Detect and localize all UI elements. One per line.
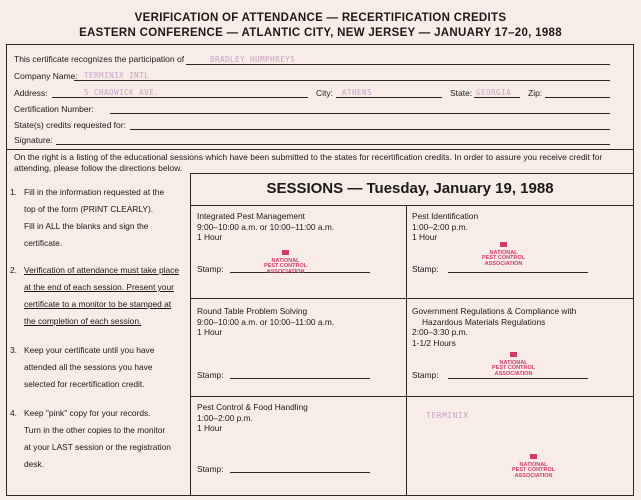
instruction-line: attended all the sessions you have [24, 362, 153, 372]
company-field[interactable] [74, 80, 610, 81]
session-title: Integrated Pest Management [197, 211, 306, 221]
sessions-row1-rule [190, 298, 634, 299]
session-pest-identification [412, 211, 478, 243]
participant-label: This certificate recognizes the participation of [14, 54, 185, 64]
intro-text: On the right is a listing of the educational sessions which have been submitted to the states for recertification credits. In order to assure you receive credit for attending, please follow the directions below. [14, 152, 603, 173]
session-integrated-pest-management [197, 211, 334, 243]
cert-number-field[interactable] [110, 113, 610, 114]
session-credit: 1 Hour [197, 423, 223, 433]
stamp-mark-icon [500, 242, 507, 247]
stamp-line: PEST CONTROL [512, 467, 556, 473]
states-field[interactable] [130, 129, 610, 130]
instruction-number: 2. [10, 265, 17, 275]
instruction-line: certificate to a monitor to be stamped at [24, 299, 172, 309]
instruction-line: Keep "pink" copy for your records. [24, 408, 151, 418]
session-time: 1:00–2:00 p.m. [412, 221, 468, 232]
session-credit: 1 Hour [412, 232, 438, 242]
stamp-label: Stamp: [197, 464, 224, 474]
terminix-stamp: TERMINIX [426, 411, 469, 420]
states-label: State(s) credits requested for: [14, 120, 126, 130]
company-value: TERMINIX INTL [84, 71, 150, 80]
stamp-mark-icon [510, 352, 517, 357]
zip-label: Zip: [528, 88, 543, 98]
stamp-line: PEST CONTROL [482, 255, 526, 261]
session-title: Pest Control & Food Handling [197, 402, 308, 412]
stamp-field[interactable] [230, 472, 370, 473]
stamp-line: NATIONAL [499, 359, 528, 366]
session-title: Round Table Problem Solving [197, 306, 308, 316]
stamp-field[interactable] [448, 272, 588, 273]
stamp-line: ASSOCIATION [266, 268, 305, 275]
signature-label: Signature: [14, 135, 53, 145]
instruction-line: Verification of attendance must take place [24, 265, 180, 275]
sessions-mid-rule [406, 205, 407, 496]
participant-field[interactable] [186, 64, 610, 65]
stamp-field[interactable] [230, 378, 370, 379]
instruction-line: desk. [24, 459, 45, 469]
session-government-regulations [412, 306, 576, 348]
stamp-line: NATIONAL [271, 257, 300, 264]
session-title: Pest Identification [412, 211, 479, 221]
address-value: 5 CHADWICK AVE. [84, 88, 160, 97]
stamp-line: ASSOCIATION [494, 370, 533, 377]
cert-number-label: Certification Number: [14, 104, 94, 114]
npca-stamp [512, 454, 555, 479]
npca-stamp [492, 352, 535, 377]
sessions-row2-rule [190, 396, 634, 397]
stamp-line: NATIONAL [489, 249, 518, 256]
stamp-label: Stamp: [197, 264, 224, 274]
stamp-label: Stamp: [197, 370, 224, 380]
address-field[interactable] [52, 97, 308, 98]
instruction-line: Fill in ALL the blanks and sign the [24, 221, 149, 231]
session-title: Government Regulations & Compliance with [412, 306, 577, 316]
sessions-left-rule [190, 173, 191, 496]
state-field[interactable] [474, 97, 520, 98]
instruction-line: at the end of each session. Present your [24, 282, 174, 292]
document-subtitle: EASTERN CONFERENCE — ATLANTIC CITY, NEW JERSEY — JANUARY 17–20, 1988 [79, 27, 562, 39]
state-label: State: [450, 88, 473, 98]
signature-field[interactable] [56, 144, 610, 145]
session-time: 1:00–2:00 p.m. [197, 412, 253, 423]
instruction-number: 3. [10, 345, 17, 355]
stamp-line: ASSOCIATION [514, 472, 553, 479]
address-label: Address: [14, 88, 48, 98]
session-time: 9:00–10:00 a.m. or 10:00–11:00 a.m. [197, 221, 335, 232]
zip-field[interactable] [545, 97, 610, 98]
city-value: ATHENS [342, 88, 373, 97]
npca-stamp [264, 250, 307, 275]
company-label: Company Name: [14, 71, 78, 81]
instruction-line: top of the form (PRINT CLEARLY). [24, 204, 154, 214]
sessions-title: SESSIONS — Tuesday, January 19, 1988 [266, 180, 554, 197]
instruction-number: 1. [10, 187, 17, 197]
stamp-line: PEST CONTROL [492, 365, 536, 371]
instruction-line: Keep your certificate until you have [24, 345, 155, 355]
stamp-label: Stamp: [412, 264, 439, 274]
session-time: 2:00–3:30 p.m. [412, 327, 468, 337]
state-value: GEORGIA [476, 88, 512, 97]
stamp-label: Stamp: [412, 370, 439, 380]
participant-value: BRADLEY HUMPHREYS [210, 55, 296, 64]
stamp-line: NATIONAL [519, 461, 548, 468]
instruction-line: at your LAST session or the registration [24, 442, 171, 452]
stamp-line: PEST CONTROL [264, 263, 308, 269]
stamp-mark-icon [530, 454, 537, 459]
city-label: City: [316, 88, 333, 98]
stamp-field[interactable] [448, 378, 588, 379]
sessions-top-rule [190, 173, 634, 174]
session-credit: 1 Hour [197, 327, 223, 337]
session-round-table [197, 306, 334, 338]
npca-stamp [482, 242, 525, 267]
session-subtitle: Hazardous Materials Regulations [422, 316, 546, 327]
instruction-line: certificate. [24, 238, 63, 248]
stamp-mark-icon [282, 250, 289, 255]
stamp-line: ASSOCIATION [484, 260, 523, 267]
session-credit: 1-1/2 Hours [412, 337, 456, 348]
instruction-line: Fill in the information requested at the [24, 187, 165, 197]
form-divider [6, 149, 634, 150]
document-title: VERIFICATION OF ATTENDANCE — RECERTIFICATION CREDITS [134, 12, 507, 24]
instruction-line: the completion of each session. [24, 316, 142, 326]
instruction-line: Turn in the other copies to the monitor [24, 425, 166, 435]
sessions-title-rule [190, 205, 634, 206]
session-pest-control-food-handling [197, 402, 308, 434]
city-field[interactable] [336, 97, 442, 98]
instruction-line: selected for recertification credit. [24, 379, 145, 389]
session-time: 9:00–10:00 a.m. or 10:00–11:00 a.m. [197, 316, 335, 327]
session-credit: 1 Hour [197, 232, 223, 242]
instruction-number: 4. [10, 408, 17, 418]
